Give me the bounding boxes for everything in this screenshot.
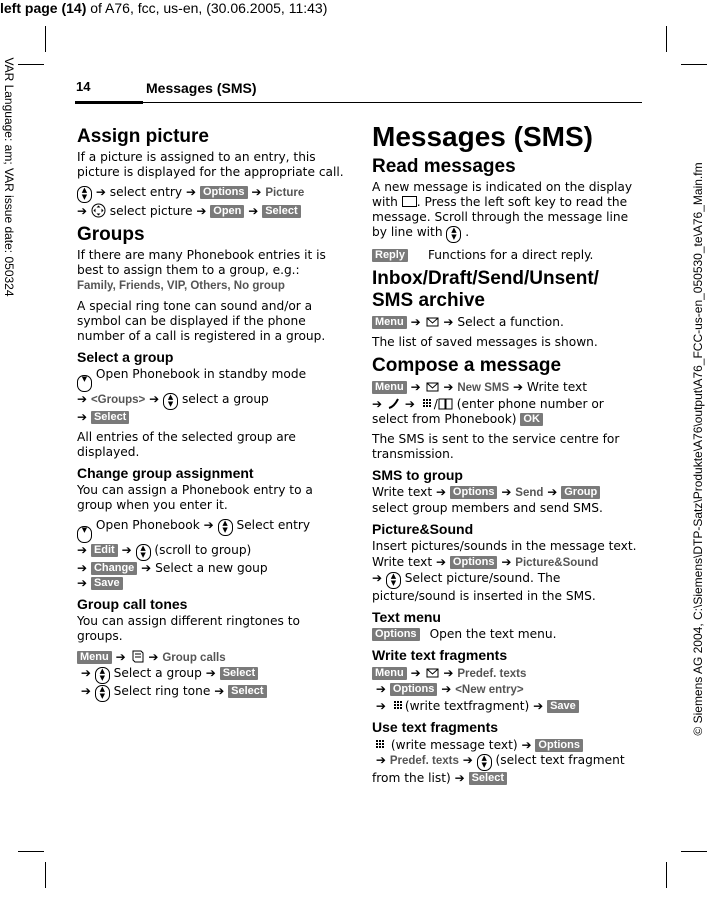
menu-keyword: New SMS bbox=[457, 382, 510, 394]
page-number: 14 bbox=[76, 79, 91, 94]
softkey-ok: OK bbox=[520, 413, 543, 426]
paragraph: You can assign different ringtones to groups. bbox=[77, 614, 300, 643]
chapter-title: Messages (SMS) bbox=[372, 121, 593, 152]
softkey-menu: Menu bbox=[372, 316, 407, 329]
menu-keyword: <New entry> bbox=[455, 684, 524, 696]
messages-icon bbox=[425, 665, 440, 680]
menu-keyword: <Groups> bbox=[90, 394, 146, 406]
arrow-icon: ➔ bbox=[435, 555, 447, 569]
messages-icon bbox=[425, 379, 440, 394]
paragraph: A special ring tone can sound and/or a symbol can be displayed if the phone number of a call is registered in a group. bbox=[77, 299, 326, 343]
navigation-down-icon: ▼ bbox=[77, 375, 92, 392]
menu-keyword: Picture bbox=[265, 187, 305, 199]
navigation-down-icon: ▼ bbox=[77, 526, 92, 543]
arrow-icon: ➔ bbox=[454, 771, 465, 785]
softkey-options: Options bbox=[372, 628, 420, 641]
softkey-edit: Edit bbox=[91, 544, 118, 557]
softkey-menu: Menu bbox=[77, 651, 112, 664]
menu-keyword: Picture&Sound bbox=[515, 557, 599, 569]
arrow-icon: ➔ bbox=[501, 485, 512, 499]
arrow-icon: ➔ bbox=[205, 666, 216, 680]
softkey-menu: Menu bbox=[372, 667, 407, 680]
paragraph: If there are many Phonebook entries it is best to assign them to a group, e.g.: Family, Friends, VIP, Others, No group bbox=[77, 248, 326, 292]
paragraph: Insert pictures/sounds in the message text. bbox=[372, 539, 637, 553]
subheading: Change group assignment bbox=[77, 465, 254, 481]
arrow-icon: ➔ bbox=[121, 543, 132, 557]
arrow-icon: ➔ bbox=[443, 666, 454, 680]
softkey-options: Options bbox=[535, 739, 583, 752]
paragraph: All entries of the selected group are displayed. bbox=[77, 430, 296, 459]
menu-keyword: Predef. texts bbox=[457, 668, 527, 680]
paragraph: If a picture is assigned to an entry, this picture is displayed for the appropriate call. bbox=[77, 150, 344, 179]
arrow-icon: ➔ bbox=[372, 397, 383, 411]
arrow-icon: ➔ bbox=[375, 682, 386, 696]
menu-keyword: Group calls bbox=[162, 652, 226, 664]
navigation-key-icon: ▲ ▼ bbox=[218, 519, 233, 536]
instruction: ▼ Open Phonebook in standby mode ➔ <Groups> ➔ ▲ ▼ select a group ➔ Select bbox=[77, 367, 307, 424]
subheading: Write text fragments bbox=[372, 647, 508, 663]
instruction: ▲ ▼ ➔ select entry ➔ Options ➔ Picture ➔ select picture ➔ Open ➔ Select bbox=[77, 185, 305, 218]
left-column bbox=[77, 122, 345, 707]
arrow-icon: ➔ bbox=[95, 185, 106, 199]
right-column bbox=[372, 122, 642, 791]
arrow-icon: ➔ bbox=[533, 699, 544, 713]
side-text-left: VAR Language: am; VAR issue date: 050324 bbox=[2, 57, 16, 297]
arrow-icon: ➔ bbox=[441, 682, 452, 696]
instruction: Menu ➔ ➔ Select a function. bbox=[372, 314, 642, 330]
section-heading: Groups bbox=[77, 224, 145, 245]
section-heading: Assign picture bbox=[77, 126, 209, 147]
softkey-select: Select bbox=[469, 772, 507, 785]
paragraph: The SMS is sent to the service centre for transmission. bbox=[372, 432, 620, 461]
arrow-icon: ➔ bbox=[501, 555, 512, 569]
softkey-options: Options bbox=[200, 186, 248, 199]
navigation-key-icon: ▲ ▼ bbox=[477, 754, 492, 771]
softkey-save: Save bbox=[91, 577, 123, 590]
subheading: Text menu bbox=[372, 609, 441, 625]
subheading: SMS to group bbox=[372, 467, 463, 483]
crop-mark bbox=[18, 64, 44, 65]
print-header bbox=[0, 0, 327, 16]
arrow-icon: ➔ bbox=[462, 753, 473, 767]
instruction: Menu ➔ ➔ Predef. texts ➔ Options ➔ <New entry> ➔ (write textfragment) ➔ Save bbox=[372, 665, 642, 714]
arrow-icon: ➔ bbox=[149, 392, 160, 406]
softkey-open: Open bbox=[210, 205, 244, 218]
arrow-icon: ➔ bbox=[77, 392, 88, 406]
navigation-key-icon: ▲ ▼ bbox=[77, 186, 92, 203]
section-heading: Compose a message bbox=[372, 355, 562, 376]
softkey-menu: Menu bbox=[372, 381, 407, 394]
softkey-description: Reply Functions for a direct reply. bbox=[372, 248, 642, 263]
arrow-icon: ➔ bbox=[547, 485, 558, 499]
arrow-icon: ➔ bbox=[148, 650, 159, 664]
envelope-icon bbox=[402, 196, 417, 207]
instruction: Menu ➔ ➔ Group calls ➔ ▲ ▼ Select a group ➔ Select ➔ ▲ ▼ Select ring tone ➔ Select bbox=[77, 649, 345, 702]
subheading: Picture&Sound bbox=[372, 521, 474, 537]
arrow-icon: ➔ bbox=[521, 738, 532, 752]
running-title: Messages (SMS) bbox=[146, 80, 257, 96]
header-rule-thick bbox=[75, 101, 143, 104]
header-page-ref: left page (14) bbox=[0, 0, 87, 16]
navigation-key-icon: ▲ ▼ bbox=[386, 572, 401, 589]
header-rule bbox=[75, 102, 642, 103]
keypad-icon bbox=[390, 698, 405, 713]
arrow-icon: ➔ bbox=[410, 666, 421, 680]
phonebook-icon bbox=[438, 396, 453, 411]
paragraph: The list of saved messages is shown. bbox=[372, 335, 598, 349]
arrow-icon: ➔ bbox=[186, 185, 197, 199]
phonebook-icon bbox=[130, 649, 145, 664]
arrow-icon: ➔ bbox=[375, 753, 386, 767]
instruction: Menu ➔ ➔ New SMS ➔ Write text ➔ ➔ / (enter phone number or select from Phonebook) OK bbox=[372, 380, 604, 426]
crop-mark bbox=[666, 26, 667, 52]
softkey-select: Select bbox=[262, 205, 300, 218]
subheading: Use text fragments bbox=[372, 719, 499, 735]
arrow-icon: ➔ bbox=[410, 380, 421, 394]
navigation-key-icon: ▲ ▼ bbox=[95, 685, 110, 702]
navigation-key-icon: ▲ ▼ bbox=[95, 667, 110, 684]
softkey-select: Select bbox=[228, 685, 266, 698]
softkey-save: Save bbox=[547, 700, 579, 713]
softkey-options: Options bbox=[450, 556, 498, 569]
arrow-icon: ➔ bbox=[80, 666, 91, 680]
arrow-icon: ➔ bbox=[214, 684, 225, 698]
softkey-select: Select bbox=[220, 667, 258, 680]
instruction: Write text ➔ Options ➔ Picture&Sound ➔ ▲ ▼ Select picture/sound. The picture/sound is inserted in the SMS. bbox=[372, 555, 599, 603]
call-key-icon bbox=[386, 396, 401, 411]
arrow-icon: ➔ bbox=[251, 185, 262, 199]
section-heading: Read messages bbox=[372, 156, 516, 177]
side-text-right: © Siemens AG 2004, C:\Siemens\DTP-Satz\Produkte\A76\output\A76_FCC-us-en_050530_te\A76_Main.fm bbox=[691, 162, 705, 736]
four-way-key-icon bbox=[91, 203, 106, 218]
menu-keyword: Predef. texts bbox=[389, 755, 459, 767]
instruction: Write text ➔ Options ➔ Send ➔ Group select group members and send SMS. bbox=[372, 485, 603, 515]
arrow-icon: ➔ bbox=[513, 380, 524, 394]
softkey-select: Select bbox=[91, 411, 129, 424]
crop-mark bbox=[681, 851, 707, 852]
arrow-icon: ➔ bbox=[435, 485, 447, 499]
softkey-group: Group bbox=[561, 486, 600, 499]
arrow-icon: ➔ bbox=[141, 561, 152, 575]
instruction: ▼ Open Phonebook ➔ ▲ ▼ Select entry ➔ Edit ➔ ▲ ▼ (scroll to group) ➔ Change ➔ Select a new goup ➔ Save bbox=[77, 518, 311, 590]
instruction: (write message text) ➔ Options ➔ Predef. texts ➔ ▲ ▼ (select text fragment from the list) ➔ Select bbox=[372, 738, 625, 785]
navigation-key-icon: ▲ ▼ bbox=[136, 544, 151, 561]
arrow-icon: ➔ bbox=[203, 518, 214, 532]
header-doc-info: of A76, fcc, us-en, (30.06.2005, 11:43) bbox=[86, 0, 328, 16]
section-heading: Inbox/Draft/Send/Unsent/ SMS archive bbox=[372, 268, 599, 311]
crop-mark bbox=[681, 64, 707, 65]
softkey-options: Options bbox=[450, 486, 498, 499]
arrow-icon: ➔ bbox=[115, 650, 126, 664]
keypad-icon bbox=[419, 396, 434, 411]
arrow-icon: ➔ bbox=[410, 315, 421, 329]
group-list: Family, Friends, VIP, Others, No group bbox=[77, 280, 285, 292]
crop-mark bbox=[45, 862, 46, 888]
arrow-icon: ➔ bbox=[443, 315, 454, 329]
crop-mark bbox=[18, 851, 44, 852]
softkey-options: Options bbox=[390, 683, 438, 696]
arrow-icon: ➔ bbox=[77, 410, 88, 424]
arrow-icon: ➔ bbox=[77, 204, 88, 218]
arrow-icon: ➔ bbox=[404, 397, 415, 411]
softkey-change: Change bbox=[91, 562, 137, 575]
softkey-description: Options Open the text menu. bbox=[372, 627, 642, 642]
arrow-icon: ➔ bbox=[372, 571, 383, 585]
navigation-key-icon: ▲ ▼ bbox=[163, 393, 178, 410]
subheading: Group call tones bbox=[77, 596, 188, 612]
subheading: Select a group bbox=[77, 349, 174, 365]
paragraph: A new message is indicated on the display with . Press the left soft key to read the message. Scroll through the message line by line with ▲ ▼ . bbox=[372, 180, 633, 241]
navigation-key-icon: ▲ ▼ bbox=[446, 226, 461, 243]
crop-mark bbox=[45, 26, 46, 52]
arrow-icon: ➔ bbox=[248, 204, 259, 218]
arrow-icon: ➔ bbox=[77, 543, 88, 557]
arrow-icon: ➔ bbox=[196, 204, 207, 218]
messages-icon bbox=[425, 314, 440, 329]
paragraph: You can assign a Phonebook entry to a group when you enter it. bbox=[77, 483, 313, 512]
arrow-icon: ➔ bbox=[77, 576, 88, 590]
arrow-icon: ➔ bbox=[77, 561, 88, 575]
keypad-icon bbox=[372, 737, 387, 752]
softkey-reply: Reply bbox=[372, 249, 408, 262]
arrow-icon: ➔ bbox=[80, 684, 91, 698]
arrow-icon: ➔ bbox=[443, 380, 454, 394]
arrow-icon: ➔ bbox=[375, 699, 386, 713]
crop-mark bbox=[666, 862, 667, 888]
menu-keyword: Send bbox=[515, 487, 544, 499]
